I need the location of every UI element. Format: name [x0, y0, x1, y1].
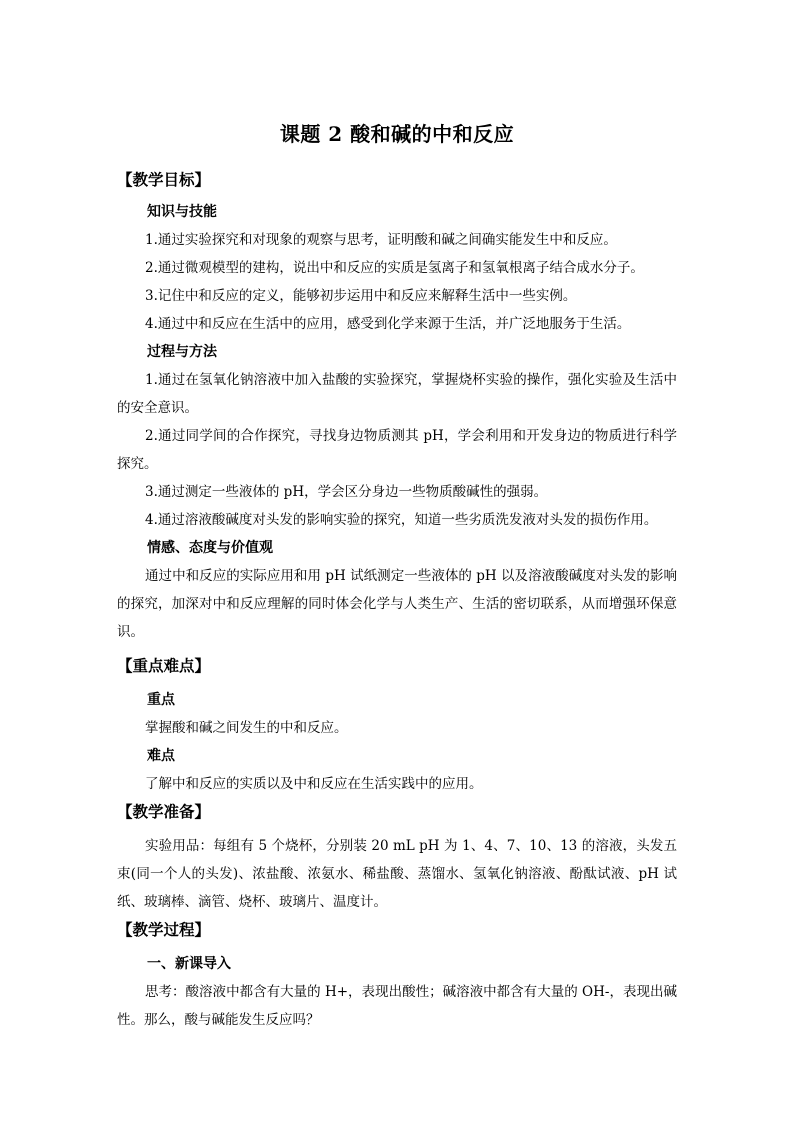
- subheading-knowledge-skills: 知识与技能: [147, 204, 217, 220]
- objective-item: 3.通过测定一些液体的 pH，学会区分身边一些物质酸碱性的强弱。: [145, 484, 548, 500]
- subheading-focus: 重点: [147, 692, 175, 708]
- subheading-process-methods: 过程与方法: [147, 344, 217, 360]
- focus-paragraph: 掌握酸和碱之间发生的中和反应。: [145, 720, 348, 736]
- difficulty-paragraph: 了解中和反应的实质以及中和反应在生活实践中的应用。: [145, 776, 483, 792]
- attitude-paragraph: 通过中和反应的实际应用和用 pH 试纸测定一些液体的 pH 以及溶液酸碱度对头发的影响的探究，加深对中和反应理解的同时体会化学与人类生产、生活的密切联系，从而增强环保意识。: [117, 568, 677, 640]
- objective-item: 3.记住中和反应的定义，能够初步运用中和反应来解释生活中一些实例。: [145, 288, 577, 304]
- subheading-difficulty: 难点: [147, 748, 175, 764]
- subheading-new-lesson-intro: 一、新课导入: [147, 956, 231, 972]
- section-heading-objectives: 【教学目标】: [117, 170, 211, 189]
- objective-item: 4.通过溶液酸碱度对头发的影响实验的探究，知道一些劣质洗发液对头发的损伤作用。: [145, 512, 658, 528]
- section-heading-key-points: 【重点难点】: [117, 656, 211, 675]
- objective-item: 1.通过实验探究和对现象的观察与思考，证明酸和碱之间确实能发生中和反应。: [145, 232, 617, 248]
- intro-paragraph: 思考：酸溶液中都含有大量的 H+，表现出酸性；碱溶液中都含有大量的 OH-，表现出碱性。那么，酸与碱能发生反应吗？: [117, 984, 677, 1028]
- document-body: [117, 166, 677, 1034]
- objective-item: 4.通过中和反应在生活中的应用，感受到化学来源于生活，并广泛地服务于生活。: [145, 316, 631, 332]
- page-title: 课题 2 酸和碱的中和反应: [279, 122, 515, 146]
- objective-item: 1.通过在氢氧化钠溶液中加入盐酸的实验探究，掌握烧杯实验的操作，强化实验及生活中的安全意识。: [117, 372, 677, 416]
- objective-item: 2.通过微观模型的建构，说出中和反应的实质是氢离子和氢氧根离子结合成水分子。: [145, 260, 644, 276]
- objective-item: 2.通过同学间的合作探究，寻找身边物质测其 pH，学会利用和开发身边的物质进行科学探究。: [117, 428, 677, 472]
- preparation-paragraph: 实验用品：每组有 5 个烧杯，分别装 20 mL pH 为 1、4、7、10、13 的溶液，头发五束(同一个人的头发)、浓盐酸、浓氨水、稀盐酸、蒸馏水、氢氧化钠溶液、酚酞试液、pH 试纸、玻璃棒、滴管、烧杯、玻璃片、温度计。: [117, 838, 677, 910]
- section-heading-preparation: 【教学准备】: [117, 802, 211, 821]
- section-heading-process: 【教学过程】: [117, 920, 211, 939]
- subheading-attitude-values: 情感、态度与价值观: [147, 540, 273, 556]
